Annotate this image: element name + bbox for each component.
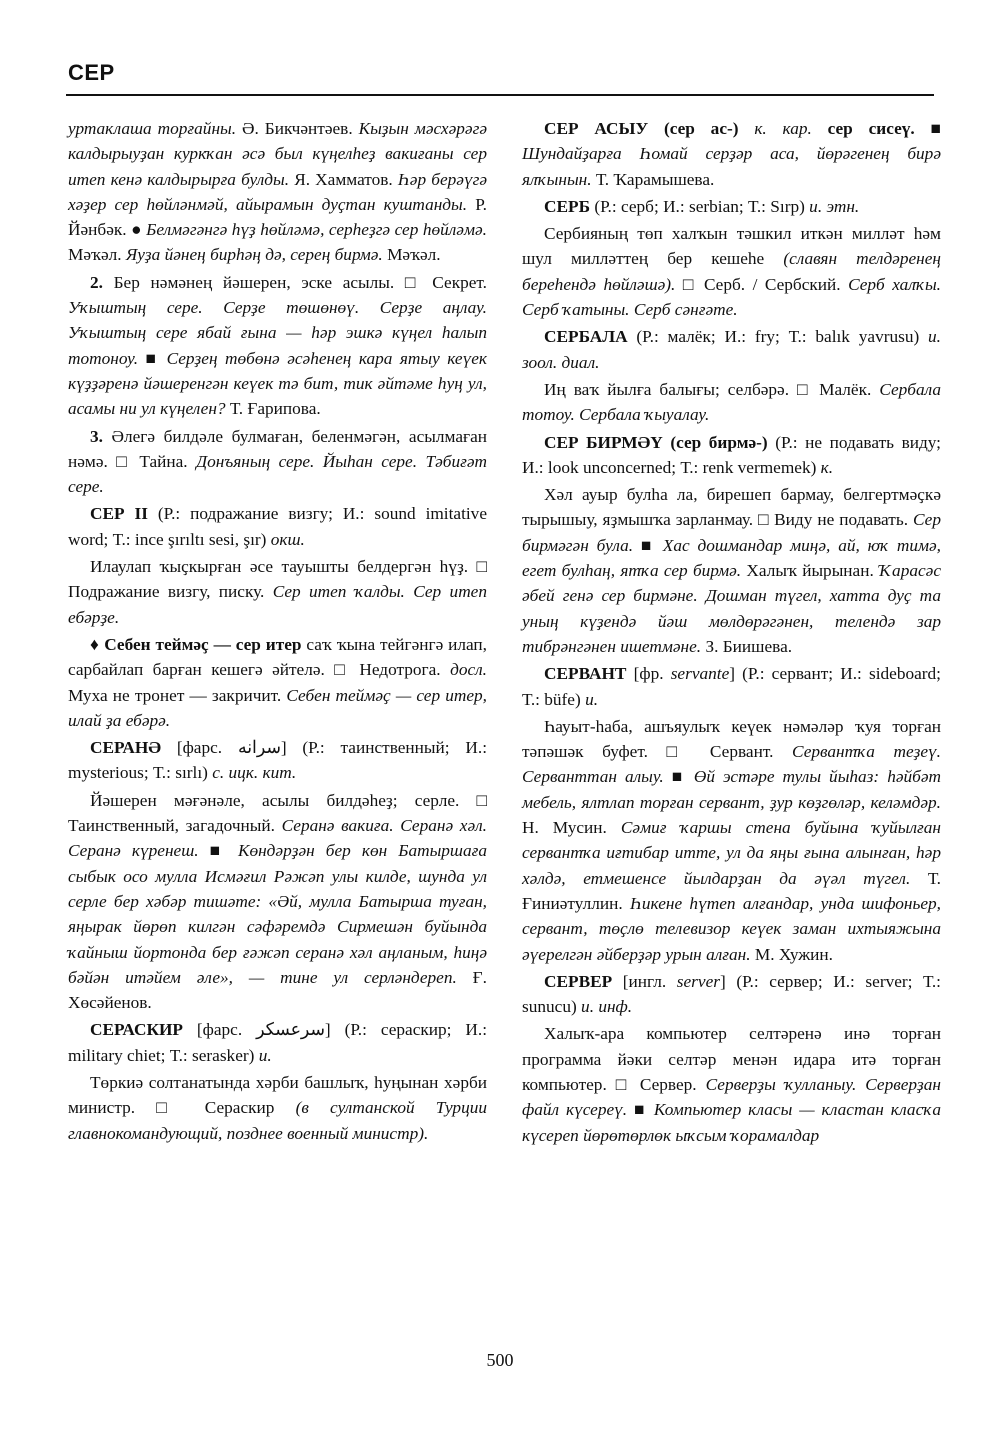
example-text: Сервантҡа теҙеү. Серванттан алыу. [522,742,941,787]
citation-source: Мәҡәл. [382,245,441,265]
etymology: [ингл. [612,971,677,991]
definition-text: Төркиә солтанатында хәрби башлыҡ, һуңынан хәрби министр. □ Сераскир [68,1072,487,1118]
translations: (Р.: серб; И.: serbian; Т.: Sırp) [590,196,810,216]
example-text: Серб халҡы. Серб ҡатыны. Серб сәнғәте. [522,274,941,320]
example-text: Өй эстәре тулы йыһаз: һәйбәт мебель, ялтлап торған сервант, ҙур көҙгөләр, келәмдәр. [522,767,941,812]
example-text: Хас дошмандар миңә, ай, юҡ тимә, егет булһаң, ятҡа сер бирмә. [522,535,941,581]
definition-note: (славян телдәренең береһендә һөйләшә). [522,249,941,294]
citation-author: Н. Мусин. [522,818,621,838]
example-text: Һикене һүтеп алғандар, унда шифоньер, сервант, төҫлө телевизор кеүек заман ихтыяжына әүерелгән әйберҙәр урын алған. [522,893,941,964]
grammar-label: окш. [270,529,305,549]
headword: СЕР II [90,504,148,524]
example-text: Донъяның сере. Йыһан сере. Тәбиғәт сере. [68,451,487,497]
square-marker: ■ [627,1100,654,1120]
entry-serane-definition [68,788,487,1016]
left-column [68,116,487,1148]
entry-ser-2 [68,501,487,552]
translations: [фарс. سرعسکر] (Р.: сераскир; И.: military chiet; Т.: serasker) [68,1020,487,1065]
entry-ser-2-definition [68,554,487,630]
etymology: [фр. [626,664,671,684]
definition-text: Халыҡ-ара компьютер селтәренә инә торған программа йәки селтәр менән идара итә торған компьютер. □ Сервер. [522,1024,941,1094]
square-marker: ■ [198,841,238,861]
grammar-label: и. [585,689,599,709]
entry-serane [68,735,487,786]
definition-text: Әлегә билдәле булмаған, беленмәгән, асылмаған нәмә. □ Тайна. [68,426,487,471]
definition-text: □ Серб. / Сербский. [675,274,849,294]
headword: СЕРБ [544,196,590,216]
citation-author: М. Хужин. [750,944,833,964]
grammar-label: к. [820,457,834,477]
example-text: Серверҙы ҡулланыу. Серверҙан файл күсереү. [522,1074,942,1120]
headword: СЕРАСКИР [90,1020,183,1040]
header-rule [66,94,934,96]
grammar-label: к. кар. [738,119,828,138]
example-text: Сербала тотоу. Сербала ҡыуалау. [522,379,941,425]
grammar-label: и. инф. [581,997,633,1017]
sense-number: 3. [90,426,103,446]
entry-serb [522,194,941,219]
sense-2 [68,270,487,422]
definition-text: Йәшерен мәғәнәле, асылы билдәһеҙ; серле. □ Таинственный, загадочный. [68,790,487,836]
definition-text: Бер нәмәнең йәшерен, эске асылы. □ Секрет. [102,272,487,292]
etymology-word: servante [670,664,730,684]
sense-number: 2. [90,272,103,292]
example-text: Сәмиғ ҡаршы стена буйына ҡуйылған сервантҡа иғтибар итте, ул да яңы ғына алынған, һәр хәлдә, етмешенсе йылдарҙан да әүәл түгел. [522,818,941,888]
entry-ser-birmeu-definition [522,482,941,659]
proverb-text: Яуҙа йәнең бирһәң дә, сереӊ бирмә. [125,245,383,265]
citation-author: Ә. Бикчәнтәев. [236,119,359,138]
translations: (Р.: подражание визгу; И.: sound imitative word; Т.: ince şırıltı sesi, şır) [68,504,487,549]
running-head: СЕР [68,60,115,85]
headword: СЕР БИРМӘҮ (сер бирмә-) [544,432,768,452]
translations: (Р.: малёк; И.: fry; Т.: balık yavrusu) [627,327,929,347]
example-text: Ҡарасәс әбей генә сер бирмәне. Дошман түгел, хатта дуҫ та уның күҙендә йәш мөлдөрәгәнен, телендә зар тибрәнгәнен ишетмәне. [522,561,941,656]
etymology-word: server [676,971,720,991]
idiom-headword: ♦ Себен теймәҫ — сер итер [90,634,302,654]
example-text: Компьютер класы — кластан класҡа күсереп йөрөтөрлөк ыҡсым ҡорамалдар [522,1100,941,1145]
entry-seraskir-definition [68,1070,487,1146]
example-text: Шундайҙарға Һомай серҙәр аса, йөрәгенең бирә ялҡынын. [522,144,941,189]
definition-text: Хәл ауыр булһа ла, бирешеп бармау, белгертмәҫкә тырышыу, яҙмышҡа зарланмау. □ Виду не подавать. [522,485,941,530]
entry-serb-definition [522,221,941,322]
square-marker: ■ [138,348,167,368]
entry-servant [522,661,941,712]
entry-ser-asyu [522,116,941,192]
citation-source: Мәҡәл. [68,245,126,265]
citation-author: Т. Ҡарамышева. [591,169,715,189]
square-marker: ■ [914,119,941,138]
citation-source: Халыҡ йырынан. [741,561,880,581]
grammar-label: и. этн. [809,196,860,216]
citation-author: Р. Йәнбәк. ● [68,194,487,240]
translations: [фарс. سرانه] (Р.: таинственный; И.: mysterious; Т.: sırlı) [68,738,487,783]
sense-3 [68,424,487,500]
idiom-entry [68,632,487,733]
entry-serbala [522,324,941,375]
entry-servant-definition [522,714,941,967]
definition-text: Һауыт-һаба, ашъяулыҡ кеүек нәмәләр ҡуя торған тәпәшәк буфет. □ Сервант. [522,716,941,762]
definition-text: Сербияның төп халҡын тәшкил иткән милләт һәм шул милләттең бер кешеһе [522,224,941,269]
square-marker: ■ [633,535,663,555]
translations: (Р.: не подавать виду; И.: look unconcerned; Т.: renk vermemek) [522,432,941,477]
definition-note: (в султанской Турции главнокомандующий, позднее военный министр). [68,1098,487,1143]
citation-author: Ғ. Хөсәйенов. [68,967,487,1013]
example-text: Сер итеп ҡалды. Сер итеп ебәрҙе. [68,582,487,627]
headword: СЕРБАЛА [544,327,628,347]
definition-text: саҡ ҡына тейгәнгә илап, сарбайлап барған кешегә әйтелә. □ Недотрога. [68,634,487,680]
entry-serbala-definition [522,377,941,428]
example-text: Сер бирмәгән була. [522,510,941,555]
page-number: 500 [486,1350,514,1370]
example-text: Себен теймәҫ — сер итер, илай ҙа ебәрә. [68,685,487,730]
definition-text: Муха не тронет — закричит. [68,685,287,705]
grammar-label: и. зоол. диал. [522,327,941,372]
citation-author: Я. Хамматов. [289,169,398,189]
headword: СЕР АСЫУ (сер ас-) [544,119,739,138]
grammar-label: досл. [450,660,487,680]
example-text: уртаклаша торғайны. [68,119,237,138]
entry-seraskir [68,1017,487,1068]
proverb-text: Белмәгәнгә һүҙ һөйләмә, серһеҙгә сер һөйләмә. [146,220,487,240]
example-text: Серҙең төбөнә әсәһенең кара ятыу кеүек күҙҙәренә йәшеренгән кеүек тә бит, тик әйтәме һуң ул, асамы ни ул күңелен? [68,348,487,419]
grammar-label: и. [258,1045,272,1065]
grammar-label: с. ицк. кит. [212,763,297,783]
translations: ] (Р.: сервер; И.: server; Т.: sunucu) [522,971,941,1017]
example-text: Серанә вакиға. Серанә хәл. Серанә күренеш. [68,816,487,861]
example-text: Уҡыштың сере. Серҙе төшөнөү. Серҙе аңлау. Уҡыштың сере ябай ғына — һәр эшкә күңел һалып тотоноу. [68,298,487,368]
square-marker: ■ [663,767,694,787]
entry-server-definition [522,1021,941,1147]
example-text: Кыҙын мәсхәрәгә калдырыуҙан куркҡан әсә был күңелһеҙ вакиғаны сер итеп кенә калдырырға булды. [68,119,487,189]
definition-text: Илаулап ҡыҫкырған әсе тауышты белдергән һүҙ. □ Подражание визгу, писку. [68,557,487,602]
entry-continuation [68,116,487,268]
right-column [522,116,941,1150]
definition-text: Иң ваҡ йылға балығы; селбәрә. □ Малёк. [544,379,880,399]
entry-server [522,969,941,1020]
cross-reference: сер сисеү. [827,119,915,138]
entry-ser-birmeu [522,430,941,481]
translations: ] (Р.: сервант; И.: sideboard; Т.: büfe) [522,664,941,709]
citation-author: Т. Ғиниәтуллин. [522,868,941,913]
example-text: Һәр берәүгә хәҙер сер һөйләнмәй, айырамын дуҫтан куштанды. [68,169,487,214]
headword: СЕРВАНТ [544,664,627,684]
headword: СЕРВЕР [544,971,613,991]
citation-author: Т. Ғарипова. [225,399,321,419]
citation-author: З. Биишева. [701,636,793,656]
example-text: Көндәрҙән бер көн Батыршаға сыбык осо мулла Исмәғил Рәжәп улы килде, шунда ул серле бер хәбәр тишәте: «Әй, мулла Батырша туған, яңырак йөрөп килгән сәфәремдә Сирмешән буйында ҡайныш йортонда бер ғәжәп серанә хәл аңланым, һиңә бәйән итәйем әле», — тине ул серләндереп. [68,841,487,987]
headword: СЕРАНӘ [90,738,162,758]
